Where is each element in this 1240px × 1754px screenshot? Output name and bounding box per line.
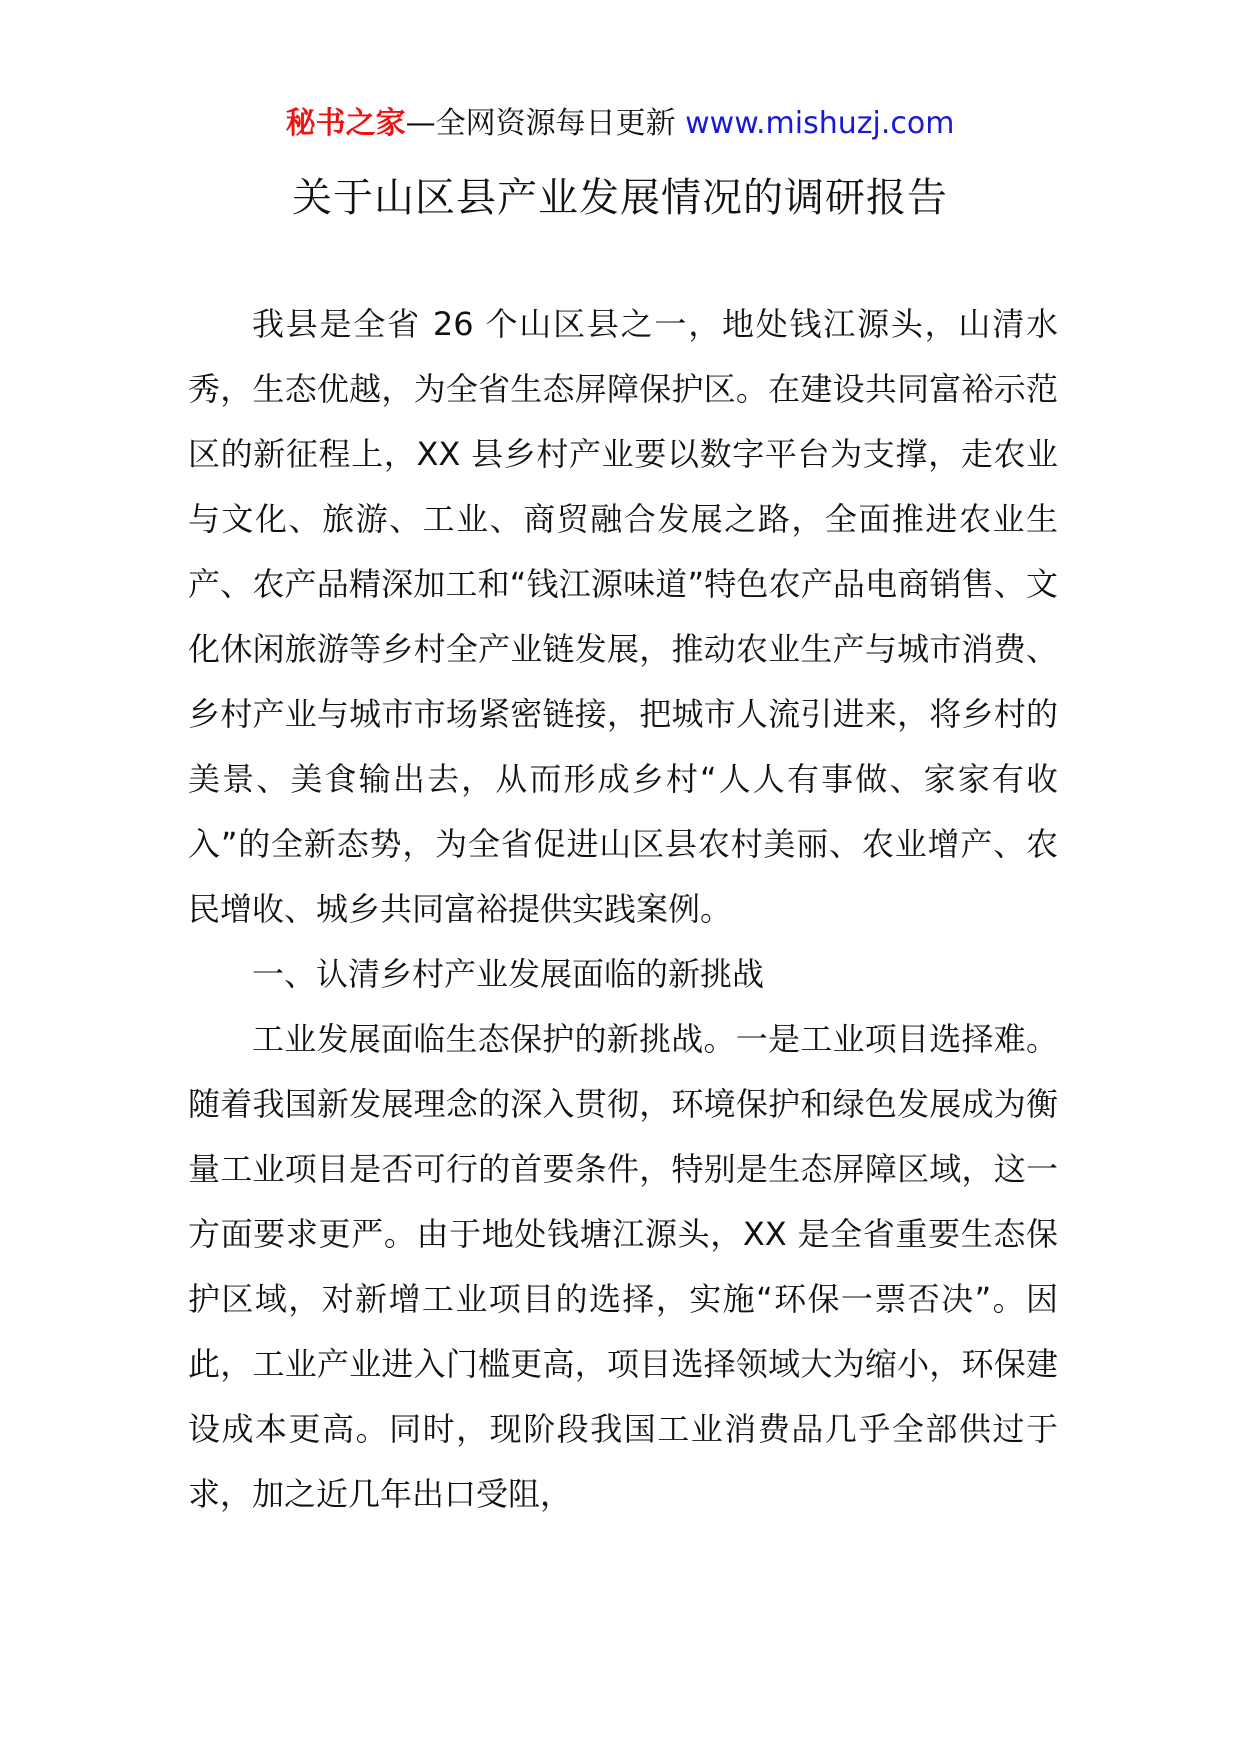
intro-paragraph: 我县是全省 26 个山区县之一，地处钱江源头，山清水秀，生态优越，为全省生态屏障保护区。在建设共同富裕示范区的新征程上，XX 县乡村产业要以数字平台为支撑，走农业与文化、旅游、工业、商贸融合发展之路，全面推进农业生产、农产品精深加工和“钱江源味道”特色农产品电商销售、文化休闲旅游等乡村全产业链发展，推动农业生产与城市消费、乡村产业与城市市场紧密链接，把城市人流引进来，将乡村的美景、美食输出去，从而形成乡村“人人有事做、家家有收入”的全新态势，为全省促进山区县农村美丽、农业增产、农民增收、城乡共同富裕提供实践案例。 [188,305,1058,928]
website-link[interactable]: www.mishuzj.com [685,106,955,141]
document-body [188,292,1058,1527]
body-paragraph: 工业发展面临生态保护的新挑战。一是工业项目选择难。随着我国新发展理念的深入贯彻，环境保护和绿色发展成为衡量工业项目是否可行的首要条件，特别是生态屏障区域，这一方面要求更严。由于地处钱塘江源头，XX 是全省重要生态保护区域，对新增工业项目的选择，实施“环保一票否决”。因此，工业产业进入门槛更高，项目选择领域大为缩小，环保建设成本更高。同时，现阶段我国工业消费品几乎全部供过于求，加之近几年出口受阻， [188,1020,1058,1513]
document-title: 关于山区县产业发展情况的调研报告 [292,175,948,221]
brand-name: 秘书之家 [285,106,406,141]
watermark-banner [0,100,1240,148]
section-heading: 一、认清乡村产业发展面临的新挑战 [252,955,765,993]
banner-slogan: —全网资源每日更新 [405,106,676,141]
